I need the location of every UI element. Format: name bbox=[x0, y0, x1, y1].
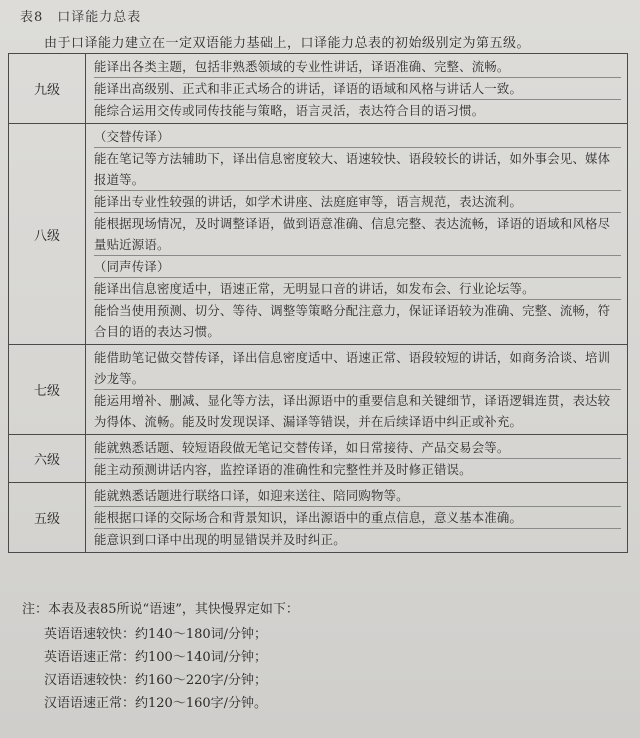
level-descriptors bbox=[86, 124, 628, 345]
descriptor: 能译出各类主题，包括非熟悉领域的专业性讲话，译语准确、完整、流畅。 bbox=[94, 59, 510, 74]
level-descriptors bbox=[86, 483, 628, 553]
descriptor: 能借助笔记做交替传译，译出信息密度适中、语速正常、语段较短的讲话，如商务洽谈、培训沙龙等。 bbox=[94, 350, 611, 386]
sub-heading: （交替传译） bbox=[94, 129, 170, 144]
level-descriptors bbox=[86, 54, 628, 124]
descriptor: 能恰当使用预测、切分、等待、调整等策略分配注意力，保证译语较为准确、完整、流畅，符合目的语的表达习惯。 bbox=[94, 299, 621, 342]
level-label: 九级 bbox=[9, 54, 86, 124]
descriptor: 能根据口译的交际场合和背景知识，译出源语中的重点信息，意义基本准确。 bbox=[94, 506, 621, 528]
descriptor: 能根据现场情况，及时调整译语，做到语意准确、信息完整、表达流畅，译语的语域和风格尽量贴近源语。 bbox=[94, 212, 621, 255]
level-label: 八级 bbox=[9, 124, 86, 345]
descriptor: 能意识到口译中出现的明显错误并及时纠正。 bbox=[94, 528, 621, 550]
level-row-9 bbox=[9, 54, 628, 124]
note-item: 汉语语速较快：约160～220字/分钟； bbox=[44, 673, 268, 688]
level-label: 六级 bbox=[9, 435, 86, 483]
level-descriptors bbox=[86, 345, 628, 435]
note-heading: 注：本表及表85所说“语速”，其快慢界定如下： bbox=[22, 602, 299, 617]
descriptor: 能就熟悉话题进行联络口译，如迎来送往、陪同购物等。 bbox=[94, 488, 409, 503]
note-item: 英语语速较快：约140～180词/分钟； bbox=[44, 627, 268, 642]
descriptor: 能译出信息密度适中，语速正常，无明显口音的讲话，如发布会、行业论坛等。 bbox=[94, 277, 621, 299]
descriptor: 能运用增补、删减、显化等方法，译出源语中的重要信息和关键细节，译语逻辑连贯，表达较为得体、流畅。能及时发现误译、漏译等错误，并在后续译语中纠正或补充。 bbox=[94, 389, 621, 432]
level-descriptors bbox=[86, 435, 628, 483]
ability-table bbox=[8, 53, 628, 553]
sub-heading: （同声传译） bbox=[94, 255, 621, 277]
note-item: 英语语速正常：约100～140词/分钟； bbox=[44, 650, 268, 665]
descriptor: 能就熟悉话题、较短语段做无笔记交替传译，如日常接待、产品交易会等。 bbox=[94, 440, 510, 455]
descriptor: 能译出高级别、正式和非正式场合的讲话，译语的语域和风格与讲话人一致。 bbox=[94, 77, 621, 99]
level-row-6 bbox=[9, 435, 628, 483]
descriptor: 能主动预测讲话内容，监控译语的准确性和完整性并及时修正错误。 bbox=[94, 458, 621, 480]
descriptor: 能译出专业性较强的讲话，如学术讲座、法庭庭审等，语言规范，表达流利。 bbox=[94, 190, 621, 212]
level-label: 七级 bbox=[9, 345, 86, 435]
note-item: 汉语语速正常：约120～160字/分钟。 bbox=[44, 696, 268, 711]
level-label: 五级 bbox=[9, 483, 86, 553]
table-caption: 表8 口译能力总表 bbox=[20, 10, 142, 25]
intro-text: 由于口译能力建立在一定双语能力基础上，口译能力总表的初始级别定为第五级。 bbox=[44, 36, 531, 51]
note-list bbox=[44, 623, 267, 715]
descriptor: 能在笔记等方法辅助下，译出信息密度较大、语速较快、语段较长的讲话，如外事会见、媒体报道等。 bbox=[94, 147, 621, 190]
level-row-5 bbox=[9, 483, 628, 553]
descriptor: 能综合运用交传或同传技能与策略，语言灵活，表达符合目的语习惯。 bbox=[94, 99, 621, 121]
level-row-7 bbox=[9, 345, 628, 435]
level-row-8 bbox=[9, 124, 628, 345]
